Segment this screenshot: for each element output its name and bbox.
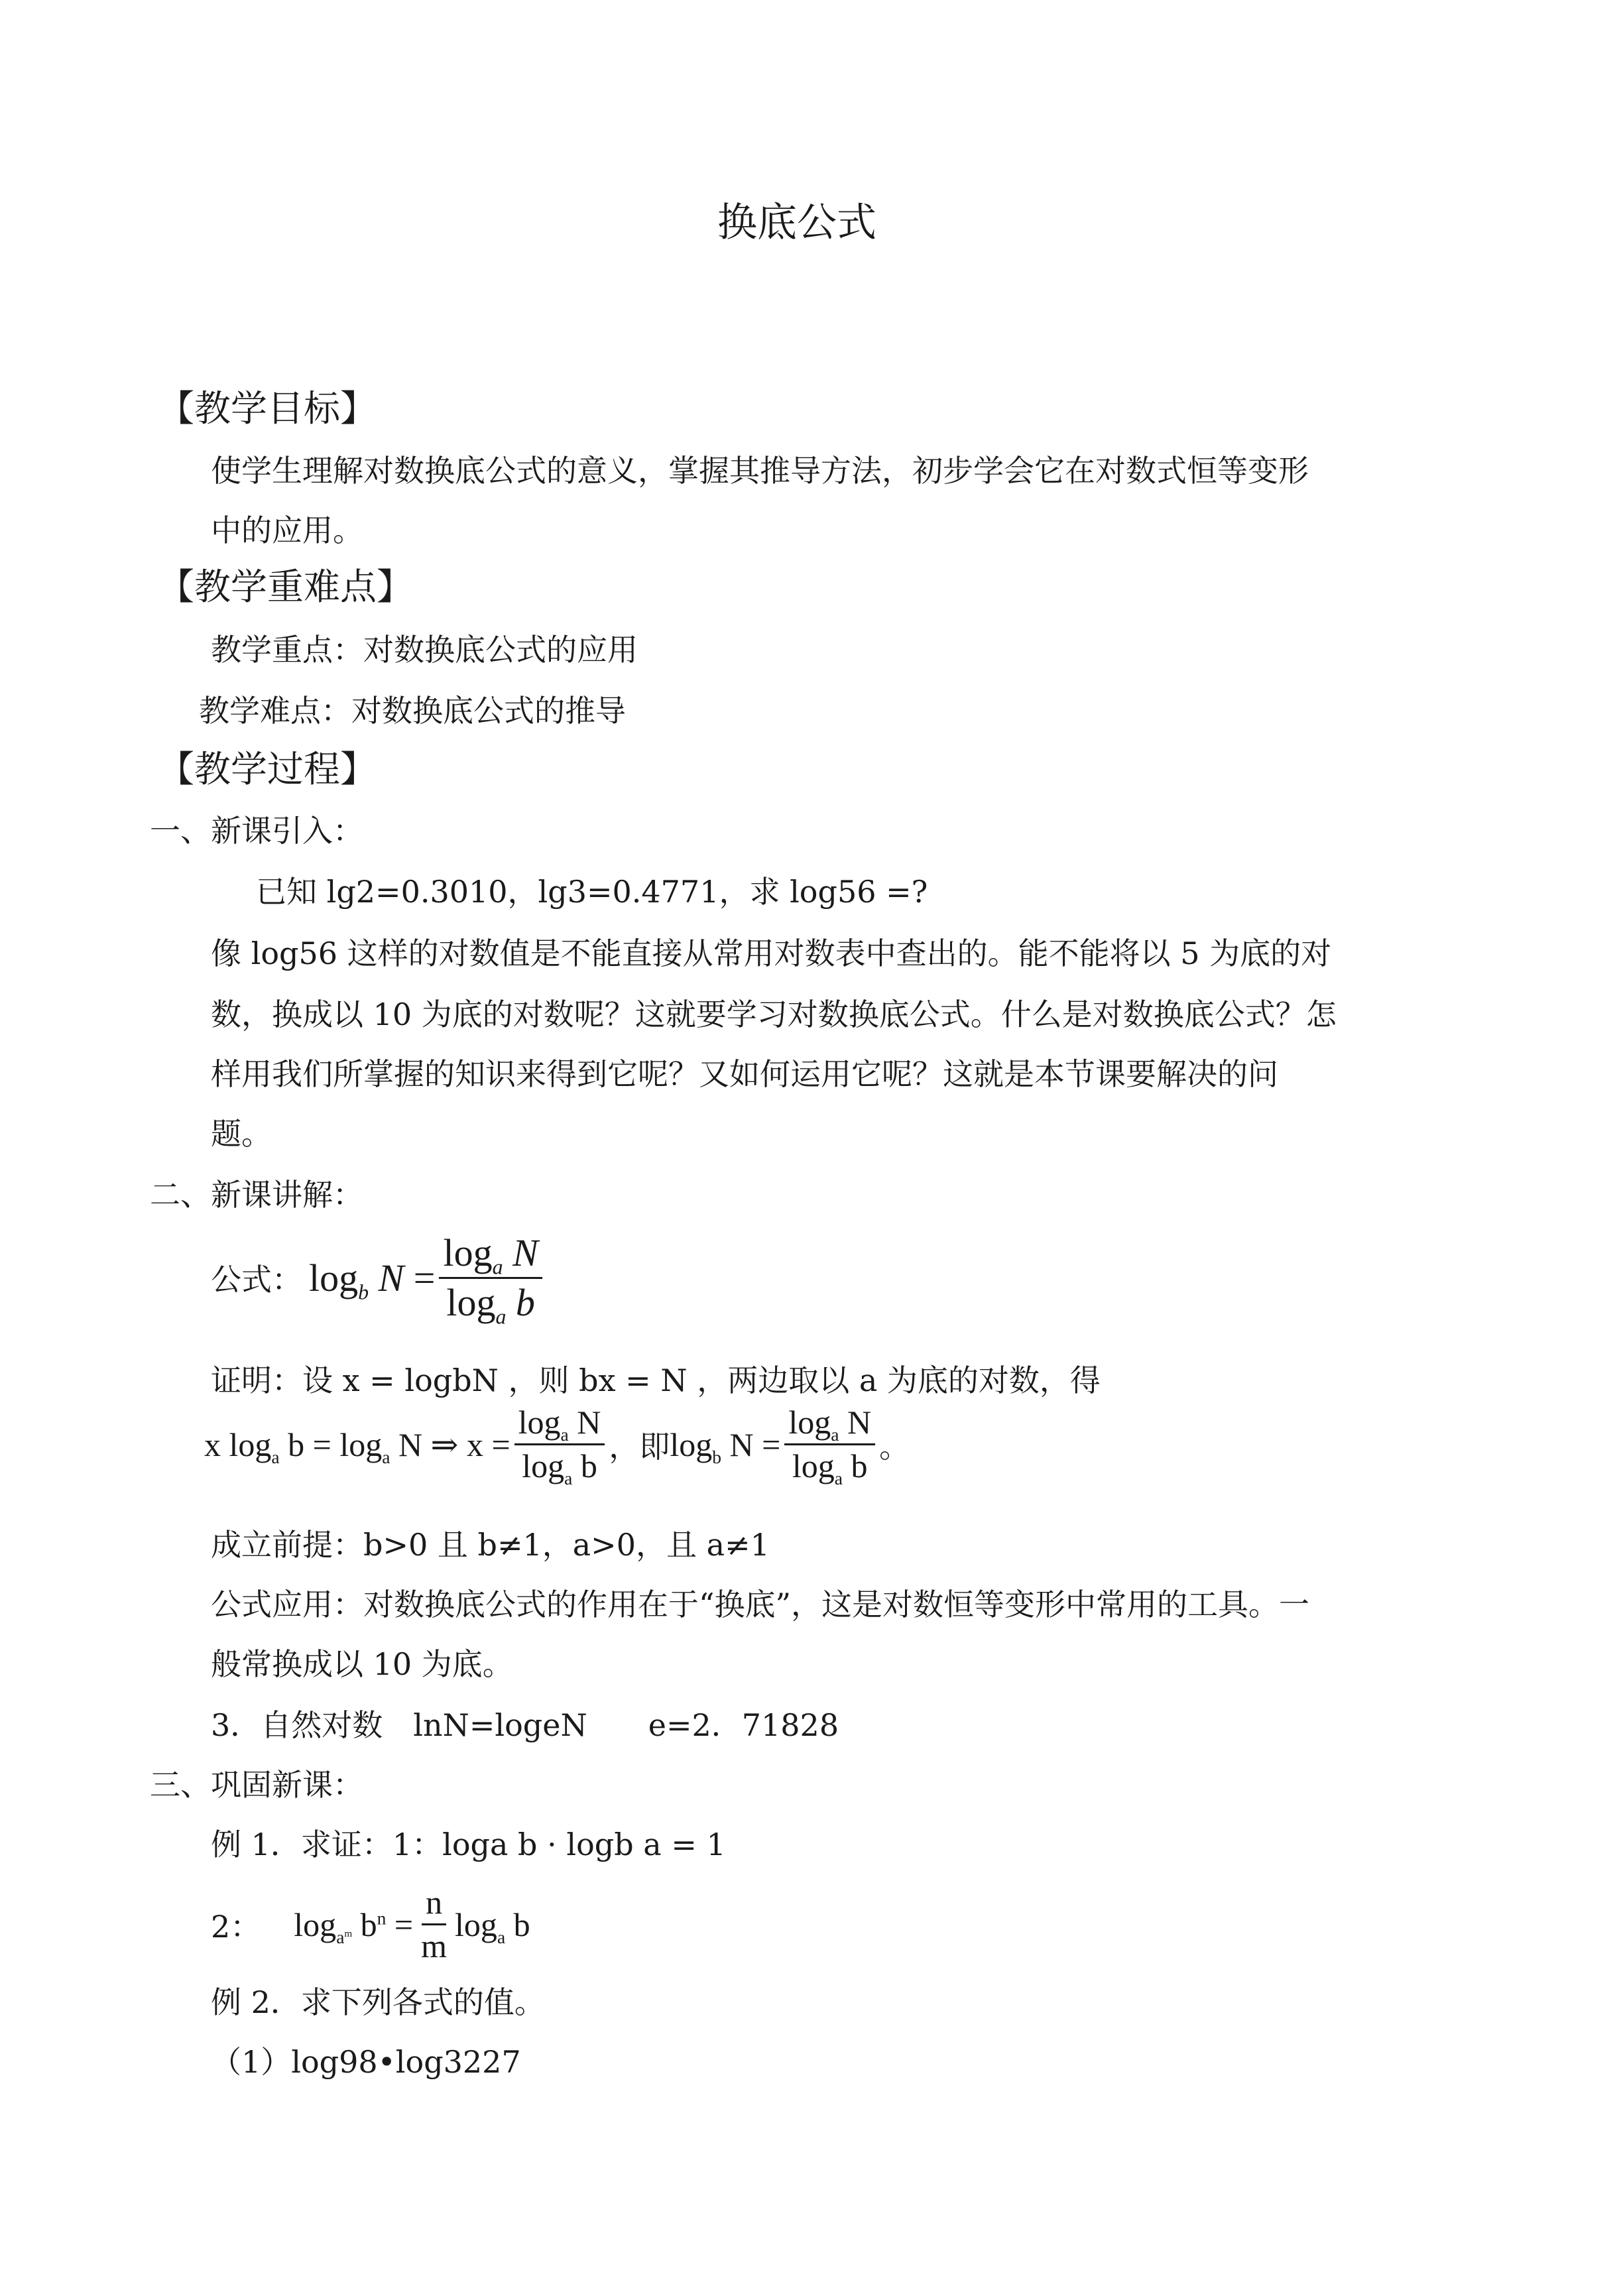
example-2-item-1: （1）log98•log3227	[211, 2044, 521, 2080]
formula-label: 公式：	[211, 1262, 302, 1298]
intro-paragraph-line-3: 样用我们所掌握的知识来得到它呢？又如何运用它呢？这就是本节课要解决的问	[211, 1056, 1278, 1092]
proof-fraction-2: $\frac{\log_a N}{\log_a b}$	[784, 1404, 875, 1484]
proof-line-1: 证明：设 x = logbN ，则 bx = N ，两边取以 a 为底的对数，得	[211, 1362, 1101, 1398]
proof-connector: ，即	[609, 1428, 670, 1465]
given-line: 已知 lg2=0.3010，lg3=0.4771，求 log56 =?	[256, 874, 928, 910]
part1-heading: 一、新课引入：	[150, 813, 363, 849]
application-line-2: 般常换成以 10 为底。	[211, 1646, 513, 1682]
goal-text-line-2: 中的应用。	[211, 513, 363, 548]
process-heading: 【教学过程】	[158, 748, 377, 790]
intro-paragraph-line-4: 题。	[211, 1116, 272, 1152]
change-of-base-formula: 公式： $\log_b N$ = $\frac{\log_a N}{\log_a b}$	[211, 1232, 546, 1324]
proof-fraction-1: $\frac{\log_a N}{\log_a b}$	[514, 1404, 605, 1484]
example-1: 例 1．求证：1：loga b · logb a = 1	[211, 1827, 726, 1862]
goal-text-line-1: 使学生理解对数换底公式的意义，掌握其推导方法，初步学会它在对数式恒等变形	[211, 453, 1309, 489]
application-line-1: 公式应用：对数换底公式的作用在于“换底”，这是对数恒等变形中常用的工具。一	[211, 1587, 1310, 1622]
natural-log-line: 3．自然对数 lnN=logeN e=2．71828	[211, 1707, 839, 1743]
proof-derivation: x $\log_a b = \log_a N$ ⇒ x = $\frac{\log_a N}{\log_a b}$ ，即 $\log_b N$ = $\frac{\log_a N}{\log_a b}$ 。	[204, 1404, 910, 1488]
page-title: 换底公式	[717, 200, 876, 246]
goal-heading: 【教学目标】	[158, 387, 377, 430]
difficult-point: 教学难点：对数换底公式的推导	[199, 693, 626, 729]
part2-heading: 二、新课讲解：	[150, 1177, 363, 1213]
intro-paragraph-line-1: 像 log56 这样的对数值是不能直接从常用对数表中查出的。能不能将以 5 为底的对	[211, 936, 1332, 971]
example-1-part-2: 2： $\log_{a^m} b^n$ = $\frac{n}{m}$ $\log_a b$	[211, 1884, 530, 1964]
premise-line: 成立前提：b>0 且 b≠1，a>0，且 a≠1	[211, 1527, 770, 1563]
example-1-part-2-label: 2：	[211, 1908, 261, 1945]
example-1-fraction: $\frac{n}{m}$	[421, 1884, 448, 1964]
proof-end-mark: 。	[879, 1428, 910, 1465]
key-heading: 【教学重难点】	[158, 566, 414, 608]
intro-paragraph-line-2: 数，换成以 10 为底的对数呢？这就要学习对数换底公式。什么是对数换底公式？怎	[211, 997, 1337, 1032]
formula-fraction: $\frac{\log_a N}{\log_a b}$	[439, 1232, 542, 1324]
example-2: 例 2．求下列各式的值。	[211, 1984, 545, 2020]
part3-heading: 三、巩固新课：	[150, 1767, 363, 1803]
key-point: 教学重点：对数换底公式的应用	[211, 632, 638, 668]
